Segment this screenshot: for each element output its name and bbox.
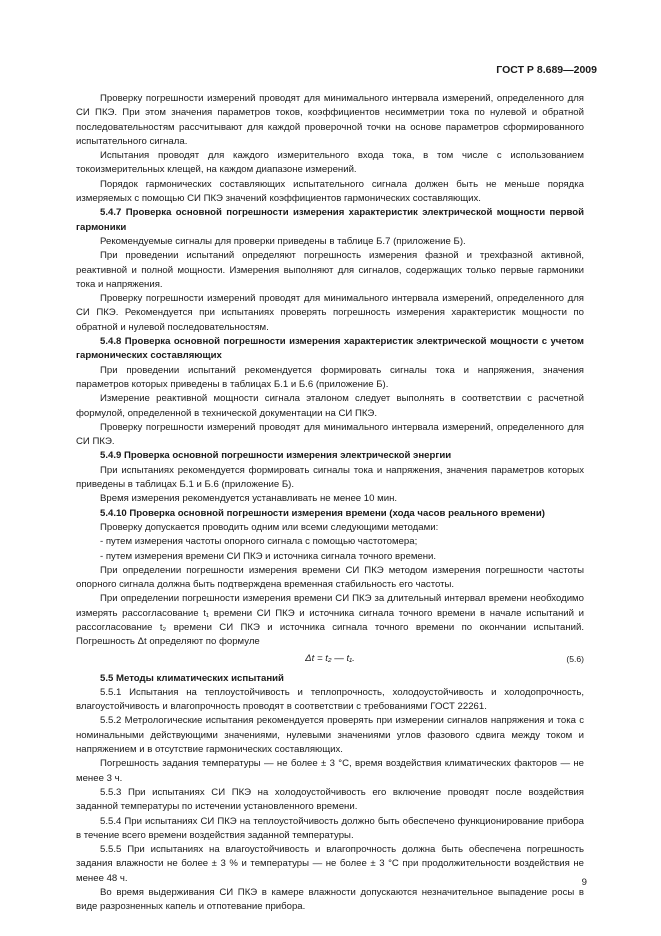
section-heading: 5.4.7 Проверка основной погрешности измерения характеристик электрической мощности первой гармоники (76, 207, 584, 233)
paragraph: Проверку допускается проводить одним или всеми следующими методами: (100, 521, 439, 533)
paragraph: При определении погрешности измерения времени СИ ПКЭ методом измерения погрешности частоты опорного сигнала должна быть подтверждена временная стабильность его частоты. (76, 564, 584, 591)
section-heading: 5.4.9 Проверка основной погрешности измерения электрической энергии (100, 450, 452, 462)
formula-number: (5.6) (566, 653, 584, 664)
paragraph: Проверку погрешности измерений проводят для минимального интервала измерений, определенного для СИ ПКЭ. При этом значения параметров токов, коэффициентов несимметрии тока по нулевой и обратной последовательностям рассчитывают для каждой проверочной точки на основе параметров сформированного испытательного сигнала. (76, 93, 584, 147)
paragraph: Порядок гармонических составляющих испытательного сигнала должен быть не меньше порядка измеряемых с помощью СИ ПКЭ значений коэффициентов гармонических составляющих. (76, 178, 584, 205)
paragraph: Во время выдерживания СИ ПКЭ в камере влажности допускаются незначительное выпадение росы в виде разрозненных капель и отпотевание прибора. (76, 887, 584, 913)
paragraph: Измерение реактивной мощности сигнала эталоном следует выполнять в соответствии с расчетной формулой, определенной в технической документации на СИ ПКЭ. (76, 393, 584, 419)
paragraph: Испытания проводят для каждого измерительного входа тока, в том числе с использованием токоизмерительных клещей, на каждом диапазоне измерений. (76, 150, 584, 176)
paragraph: Проверку погрешности измерений проводят для минимального интервала измерений, определенного для СИ ПКЭ. Рекомендуется при испытаниях проверять погрешность измерения характеристик мощности по обратной и нулевой последовательностям. (76, 293, 584, 333)
formula (76, 652, 584, 668)
document-id: ГОСТ Р 8.689—2009 (496, 64, 597, 76)
paragraph: При испытаниях рекомендуется формировать сигналы тока и напряжения, значения параметров которых приведены в таблицах Б.1 и Б.6 (приложение Б). (76, 464, 584, 491)
section-heading: 5.4.8 Проверка основной погрешности измерения характеристик электрической мощности с учетом гармонических составляющих (76, 336, 584, 362)
paragraph: 5.5.4 При испытаниях СИ ПКЭ на теплоустойчивость должно быть обеспечено функционирование прибора в течение всего времени воздействия заданной температуры. (76, 815, 584, 841)
document-body (76, 92, 584, 915)
paragraph: 5.5.1 Испытания на теплоустойчивость и теплопрочность, холодоустойчивость и холодопрочность, влагоустойчивость и влагопрочность проводят в соответствии с требованиями ГОСТ 22261. (76, 686, 584, 713)
page-number: 9 (581, 877, 587, 888)
paragraph: Время измерения рекомендуется устанавливать не менее 10 мин. (100, 493, 398, 505)
paragraph: Погрешность задания температуры — не более ± 3 °С, время воздействия климатических факторов — не менее 3 ч. (76, 758, 584, 784)
paragraph: При проведении испытаний определяют погрешность измерения фазной и трехфазной активной, реактивной и полной мощности. Измерения выполняют для сигналов, содержащих только первые гармоники тока и напряжения. (76, 250, 584, 290)
formula-expression: Δt = t₂ — t₁. (305, 652, 355, 664)
paragraph: 5.5.5 При испытаниях на влагоустойчивость и влагопрочность должна быть обеспечена погрешность задания влажности не более ± 3 % и температуры — не более ± 3 °С при продолжительности воздействия не менее 48 ч. (76, 844, 584, 884)
paragraph: Проверку погрешности измерений проводят для минимального интервала измерений, определенного для СИ ПКЭ. (76, 421, 584, 448)
paragraph: При определении погрешности измерения времени СИ ПКЭ за длительный интервал времени необходимо измерять рассогласование t₁ времени СИ ПКЭ и источника сигнала точного времени в начале испытаний и рассогласование t₂ времени СИ ПКЭ и источника сигнала точного времени по окончании испытаний. Погрешность Δt определяют по формуле (76, 593, 584, 648)
paragraph: - путем измерения времени СИ ПКЭ и источника сигнала точного времени. (100, 550, 437, 562)
paragraph: Рекомендуемые сигналы для проверки приведены в таблице Б.7 (приложение Б). (100, 235, 466, 247)
paragraph: - путем измерения частоты опорного сигнала с помощью частотомера; (100, 536, 418, 548)
section-heading: 5.4.10 Проверка основной погрешности измерения времени (хода часов реального времени) (100, 507, 545, 519)
paragraph: 5.5.2 Метрологические испытания рекомендуется проверять при измерении сигналов напряжения и тока с номинальными действующими значениями, нулевыми значениями углов фазового сдвига между током и напряжением и в отсутствие гармонических составляющих. (76, 715, 584, 756)
paragraph: 5.5.3 При испытаниях СИ ПКЭ на холодоустойчивость его включение проводят после воздействия заданной температуры по истечении установленного времени. (76, 786, 584, 813)
section-heading: 5.5 Методы климатических испытаний (100, 672, 284, 684)
paragraph: При проведении испытаний рекомендуется формировать сигналы тока и напряжения, значения параметров которых приведены в таблицах Б.1 и Б.6 (приложение Б). (76, 364, 584, 390)
